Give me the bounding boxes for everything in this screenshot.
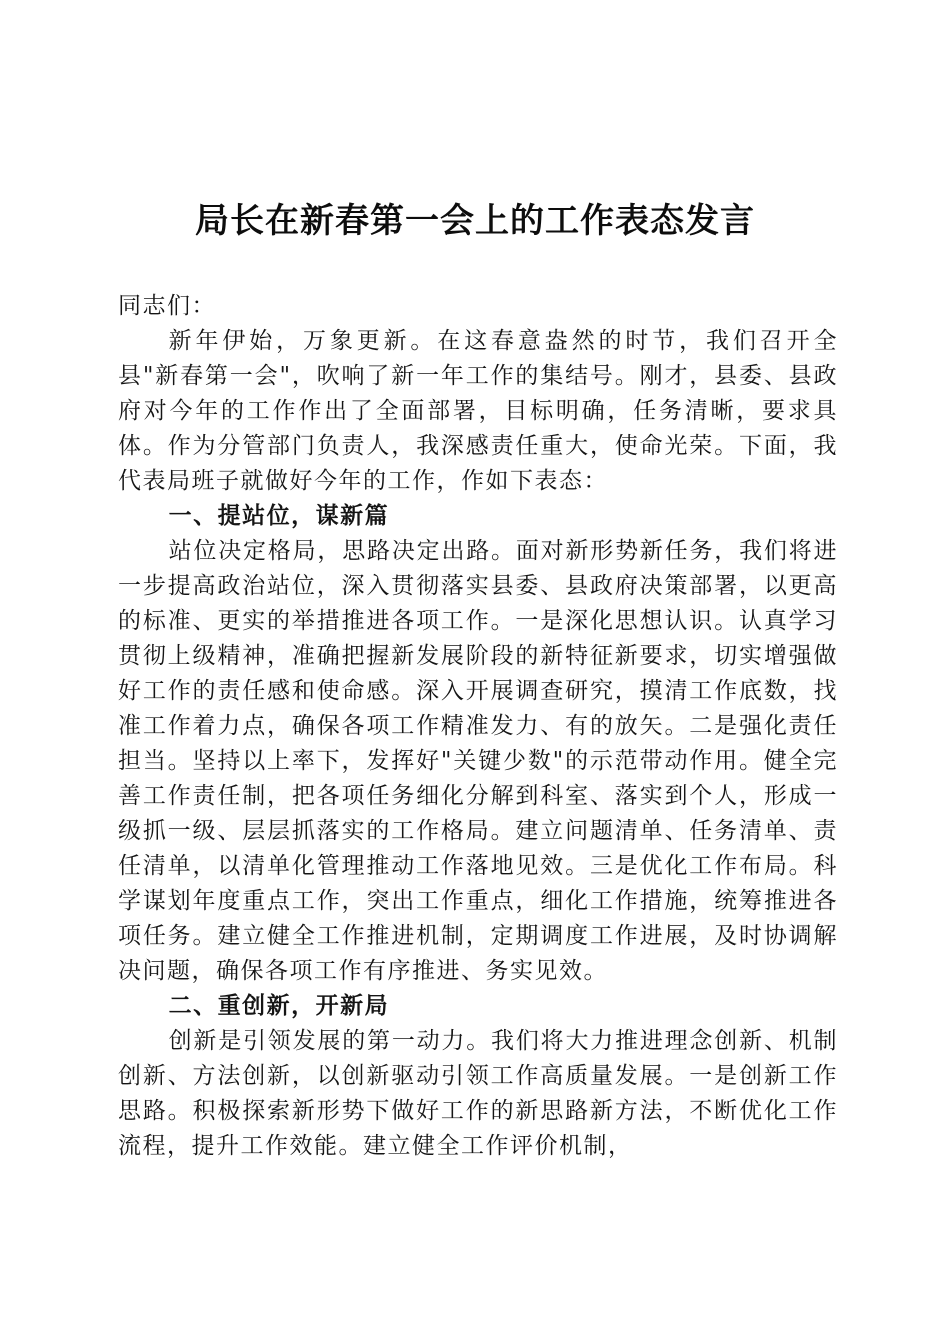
section-body-2: 创新是引领发展的第一动力。我们将大力推进理念创新、机制创新、方法创新，以创新驱动引领工作高质量发展。一是创新工作思路。积极探索新形势下做好工作的新思路新方法，不断优化工作流程，提升工作效能。建立健全工作评价机制， — [118, 1028, 838, 1159]
section-body-1: 站位决定格局，思路决定出路。面对新形势新任务，我们将进一步提高政治站位，深入贯彻落实县委、县政府决策部署，以更高的标准、更实的举措推进各项工作。一是深化思想认识。认真学习贯彻上级精神，准确把握新发展阶段的新特征新要求，切实增强做好工作的责任感和使命感。深入开展调查研究，摸清工作底数，找准工作着力点，确保各项工作精准发力、有的放矢。二是强化责任担当。坚持以上率下，发挥好"关键少数"的示范带动作用。健全完善工作责任制，把各项任务细化分解到科室、落实到个人，形成一级抓一级、层层抓落实的工作格局。建立问题清单、任务清单、责任清单，以清单化管理推动工作落地见效。三是优化工作布局。科学谋划年度重点工作，突出工作重点，细化工作措施，统筹推进各项任务。建立健全工作推进机制，定期调度工作进展，及时协调解决问题，确保各项工作有序推进、务实见效。 — [118, 538, 838, 984]
section-heading-1: 一、提站位，谋新篇 — [168, 503, 390, 529]
section-heading-2: 二、重创新，开新局 — [168, 993, 390, 1019]
document-title: 局长在新春第一会上的工作表态发言 — [195, 201, 755, 241]
intro-paragraph: 新年伊始，万象更新。在这春意盎然的时节，我们召开全县"新春第一会"，吹响了新一年工作的集结号。刚才，县委、县政府对今年的工作作出了全面部署，目标明确，任务清晰，要求具体。作为分管部门负责人，我深感责任重大，使命光荣。下面，我代表局班子就做好今年的工作，作如下表态： — [118, 328, 838, 494]
salutation: 同志们： — [118, 293, 216, 319]
document-body — [118, 289, 838, 1164]
